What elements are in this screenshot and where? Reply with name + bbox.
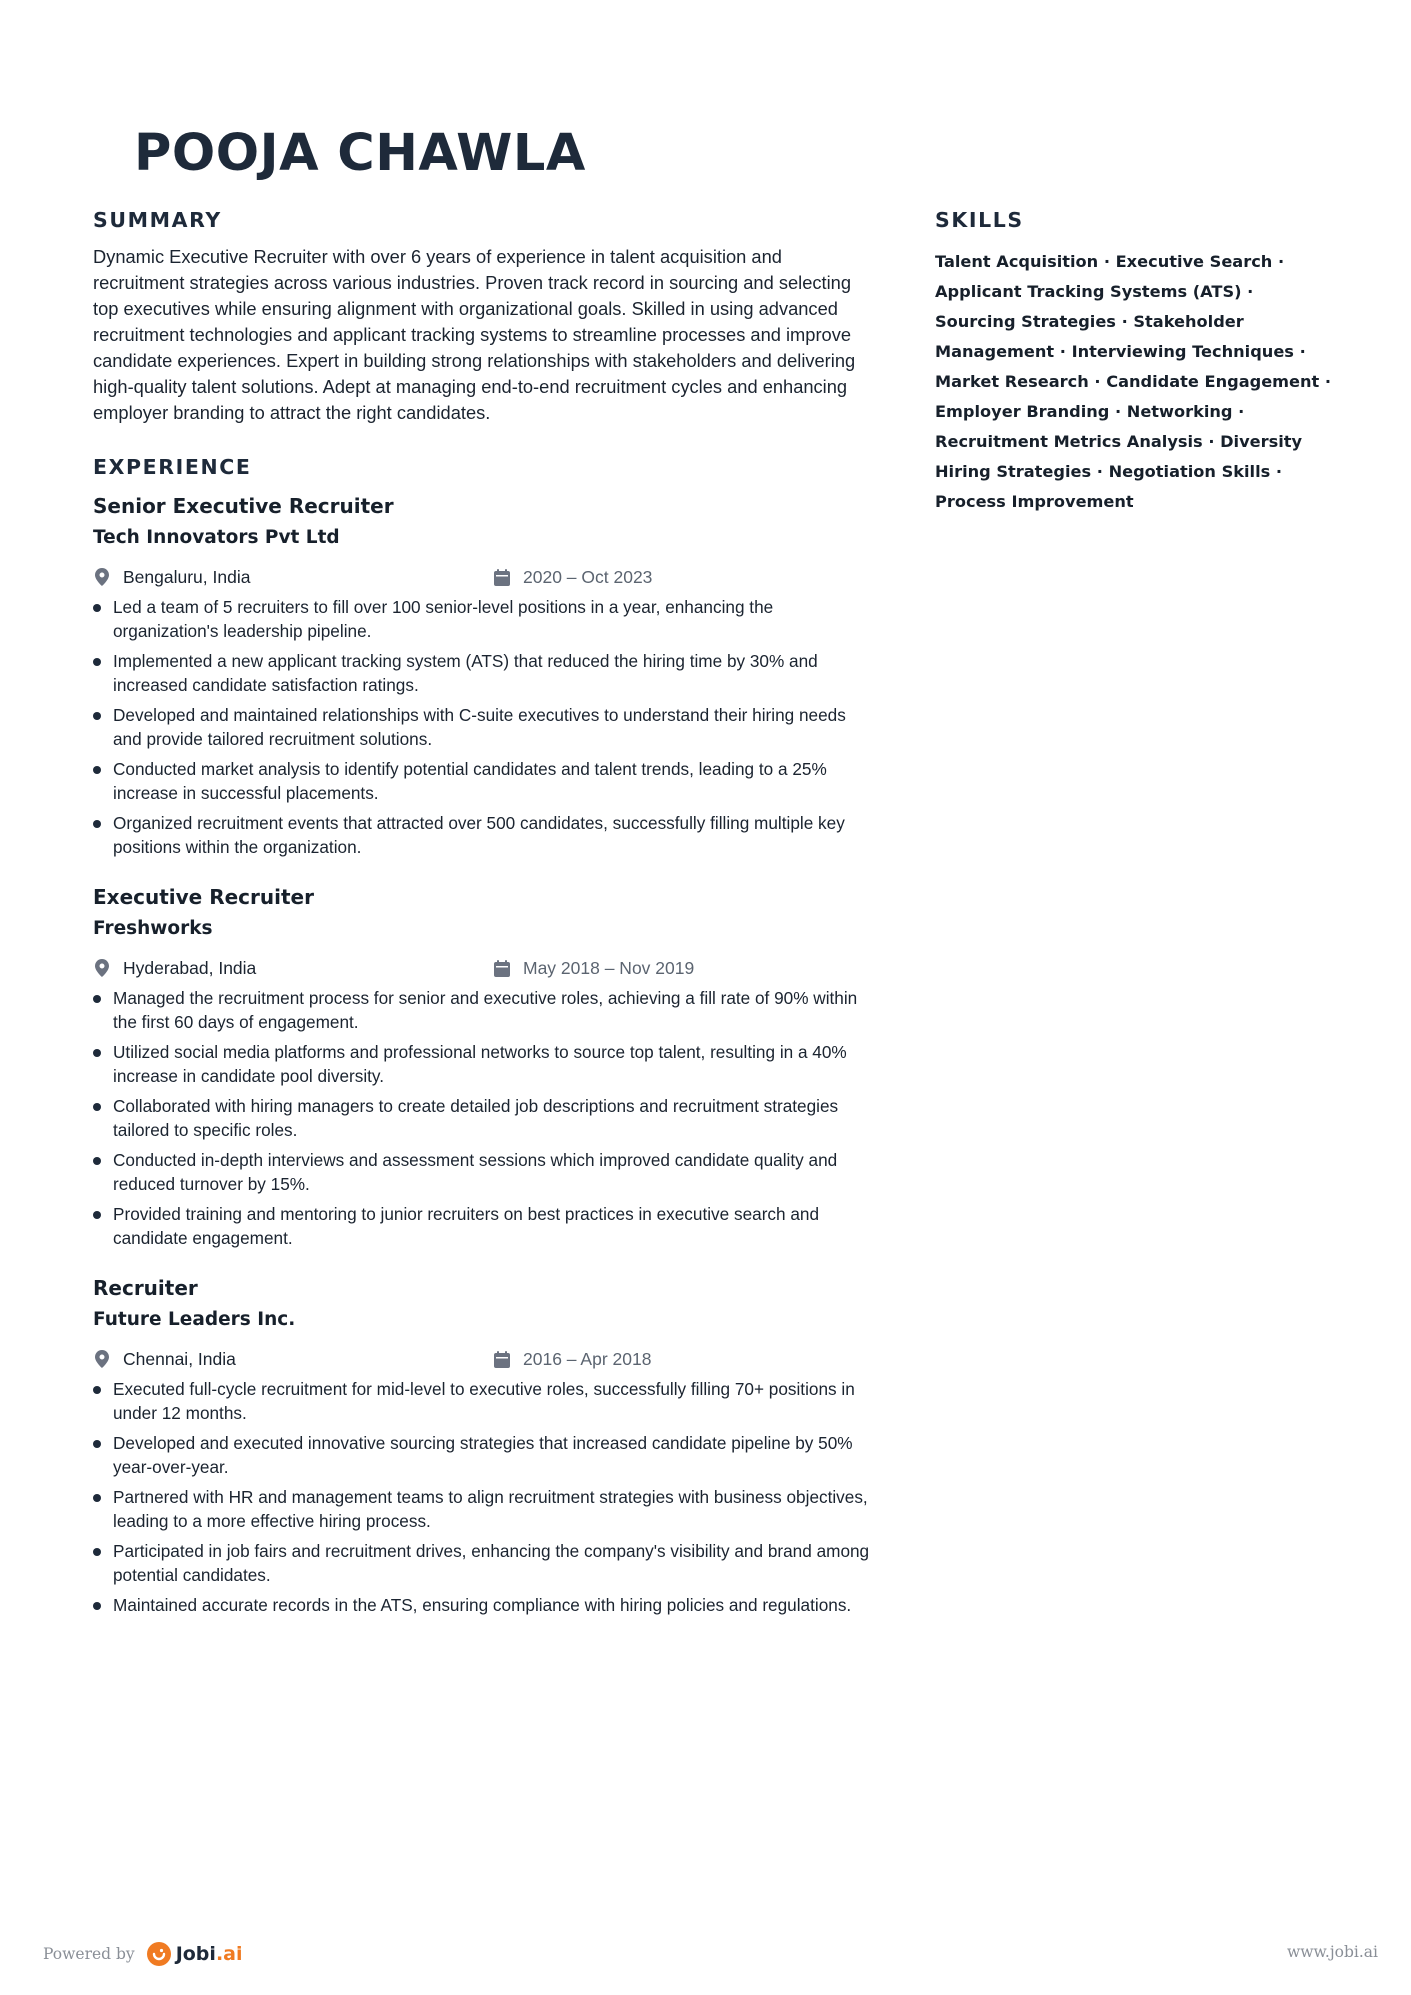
- bullet-text: Executed full-cycle recruitment for mid-level to executive roles, successfully filling 70+ positions in under 12 months.: [113, 1379, 855, 1423]
- left-column: [93, 205, 873, 1623]
- bullet-text: Maintained accurate records in the ATS, ensuring compliance with hiring policies and regulations.: [113, 1595, 852, 1615]
- powered-by-text: Powered by: [43, 1945, 135, 1963]
- job-location: [93, 1343, 236, 1375]
- job-bullets: [93, 986, 873, 1250]
- summary-section: [93, 205, 873, 426]
- bullet-item: [93, 1148, 873, 1196]
- bullet-dot: [93, 766, 101, 774]
- bullet-dot: [93, 1440, 101, 1448]
- skills-heading: SKILLS: [935, 208, 1024, 232]
- bullet-text: Participated in job fairs and recruitment drives, enhancing the company's visibility and brand among potential candidates.: [113, 1541, 870, 1585]
- job-bullets: [93, 595, 873, 859]
- bullet-dot: [93, 1602, 101, 1610]
- bullet-dot: [93, 1103, 101, 1111]
- bullet-dot: [93, 1211, 101, 1219]
- job-dates: [493, 1343, 651, 1375]
- bullet-text: Conducted in-depth interviews and assessment sessions which improved candidate quality and reduced turnover by 15%.: [113, 1150, 838, 1194]
- dates-text: 2020 – Oct 2023: [523, 567, 653, 587]
- job-entry: [93, 1272, 873, 1617]
- bullet-item: [93, 1377, 873, 1425]
- right-column: [935, 205, 1335, 517]
- bullet-text: Developed and maintained relationships with C-suite executives to understand their hiring needs and provide tailored recruitment solutions.: [113, 705, 846, 749]
- bullet-item: [93, 595, 873, 643]
- company-name: Freshworks: [93, 918, 213, 939]
- jobi-logo-icon: [147, 1942, 171, 1966]
- calendar-icon: [493, 1349, 511, 1369]
- map-pin-icon: [93, 958, 111, 978]
- bullet-dot: [93, 1157, 101, 1165]
- bullet-dot: [93, 1386, 101, 1394]
- job-bullets: [93, 1377, 873, 1617]
- logo-name: Jobi: [175, 1943, 216, 1965]
- jobi-logo[interactable]: [147, 1942, 243, 1966]
- experience-section: [93, 452, 873, 1617]
- bullet-item: [93, 1485, 873, 1533]
- bullet-dot: [93, 820, 101, 828]
- calendar-icon: [493, 567, 511, 587]
- bullet-item: [93, 811, 873, 859]
- skills-section: [935, 205, 1335, 517]
- job-entry: [93, 881, 873, 1250]
- bullet-item: [93, 649, 873, 697]
- dates-text: May 2018 – Nov 2019: [523, 958, 695, 978]
- bullet-item: [93, 986, 873, 1034]
- bullet-item: [93, 1593, 873, 1617]
- job-title: Senior Executive Recruiter: [93, 494, 394, 518]
- bullet-text: Organized recruitment events that attracted over 500 candidates, successfully filling multiple key positions within the organization.: [113, 813, 845, 857]
- bullet-text: Conducted market analysis to identify potential candidates and talent trends, leading to a 25% increase in successful placements.: [113, 759, 827, 803]
- candidate-name: POOJA CHAWLA: [134, 124, 586, 183]
- bullet-text: Implemented a new applicant tracking system (ATS) that reduced the hiring time by 30% and increased candidate satisfaction ratings.: [113, 651, 818, 695]
- bullet-text: Led a team of 5 recruiters to fill over 100 senior-level positions in a year, enhancing the organization's leadership pipeline.: [113, 597, 774, 641]
- location-text: Chennai, India: [123, 1349, 236, 1369]
- bullet-dot: [93, 658, 101, 666]
- job-meta: [93, 561, 873, 593]
- job-entry: [93, 490, 873, 859]
- bullet-item: [93, 1539, 873, 1587]
- bullet-text: Provided training and mentoring to junior recruiters on best practices in executive search and candidate engagement.: [113, 1204, 820, 1248]
- bullet-dot: [93, 604, 101, 612]
- bullet-dot: [93, 1548, 101, 1556]
- summary-text: Dynamic Executive Recruiter with over 6 years of experience in talent acquisition and recruitment strategies across various industries. Proven track record in sourcing and selecting top executives while ensuring alignment with organizational goals. Skilled in using advanced recruitment technologies and applicant tracking systems to streamline processes and improve candidate experiences. Expert in building strong relationships with stakeholders and delivering high-quality talent solutions. Adept at managing end-to-end recruitment cycles and enhancing employer branding to attract the right candidates.: [93, 246, 856, 423]
- bullet-text: Utilized social media platforms and professional networks to source top talent, resulting in a 40% increase in candidate pool diversity.: [113, 1042, 847, 1086]
- company-name: Future Leaders Inc.: [93, 1309, 296, 1330]
- map-pin-icon: [93, 1349, 111, 1369]
- bullet-text: Developed and executed innovative sourcing strategies that increased candidate pipeline by 50% year-over-year.: [113, 1433, 853, 1477]
- job-title: Recruiter: [93, 1276, 198, 1300]
- map-pin-icon: [93, 567, 111, 587]
- location-text: Bengaluru, India: [123, 567, 251, 587]
- bullet-item: [93, 1431, 873, 1479]
- experience-heading: EXPERIENCE: [93, 455, 252, 479]
- bullet-text: Collaborated with hiring managers to create detailed job descriptions and recruitment strategies tailored to specific roles.: [113, 1096, 839, 1140]
- bullet-item: [93, 1094, 873, 1142]
- job-dates: [493, 952, 694, 984]
- bullet-text: Managed the recruitment process for senior and executive roles, achieving a fill rate of 90% within the first 60 days of engagement.: [113, 988, 858, 1032]
- bullet-dot: [93, 995, 101, 1003]
- job-meta: [93, 952, 873, 984]
- job-title: Executive Recruiter: [93, 885, 314, 909]
- footer-branding: [43, 1942, 243, 1966]
- bullet-text: Partnered with HR and management teams to align recruitment strategies with business objectives, leading to a more effective hiring process.: [113, 1487, 868, 1531]
- bullet-item: [93, 1202, 873, 1250]
- job-meta: [93, 1343, 873, 1375]
- bullet-item: [93, 703, 873, 751]
- bullet-dot: [93, 712, 101, 720]
- logo-suffix: .ai: [215, 1943, 243, 1965]
- jobi-logo-text: [176, 1943, 243, 1965]
- job-dates: [493, 561, 652, 593]
- bullet-dot: [93, 1494, 101, 1502]
- bullet-dot: [93, 1049, 101, 1057]
- website-link[interactable]: www.jobi.ai: [1286, 1943, 1378, 1961]
- location-text: Hyderabad, India: [123, 958, 257, 978]
- calendar-icon: [493, 958, 511, 978]
- summary-heading: SUMMARY: [93, 208, 222, 232]
- job-location: [93, 561, 250, 593]
- bullet-item: [93, 1040, 873, 1088]
- bullet-item: [93, 757, 873, 805]
- dates-text: 2016 – Apr 2018: [523, 1349, 652, 1369]
- job-location: [93, 952, 256, 984]
- skills-list: Talent Acquisition · Executive Search · Applicant Tracking Systems (ATS) · Sourcing Strategies · Stakeholder Management · Interviewing Techniques · Market Research · Candidate Engagement · Employer Branding · Networking · Recruitment Metrics Analysis · Diversity Hiring Strategies · Negotiation Skills · Process Improvement: [935, 252, 1332, 511]
- company-name: Tech Innovators Pvt Ltd: [93, 527, 340, 548]
